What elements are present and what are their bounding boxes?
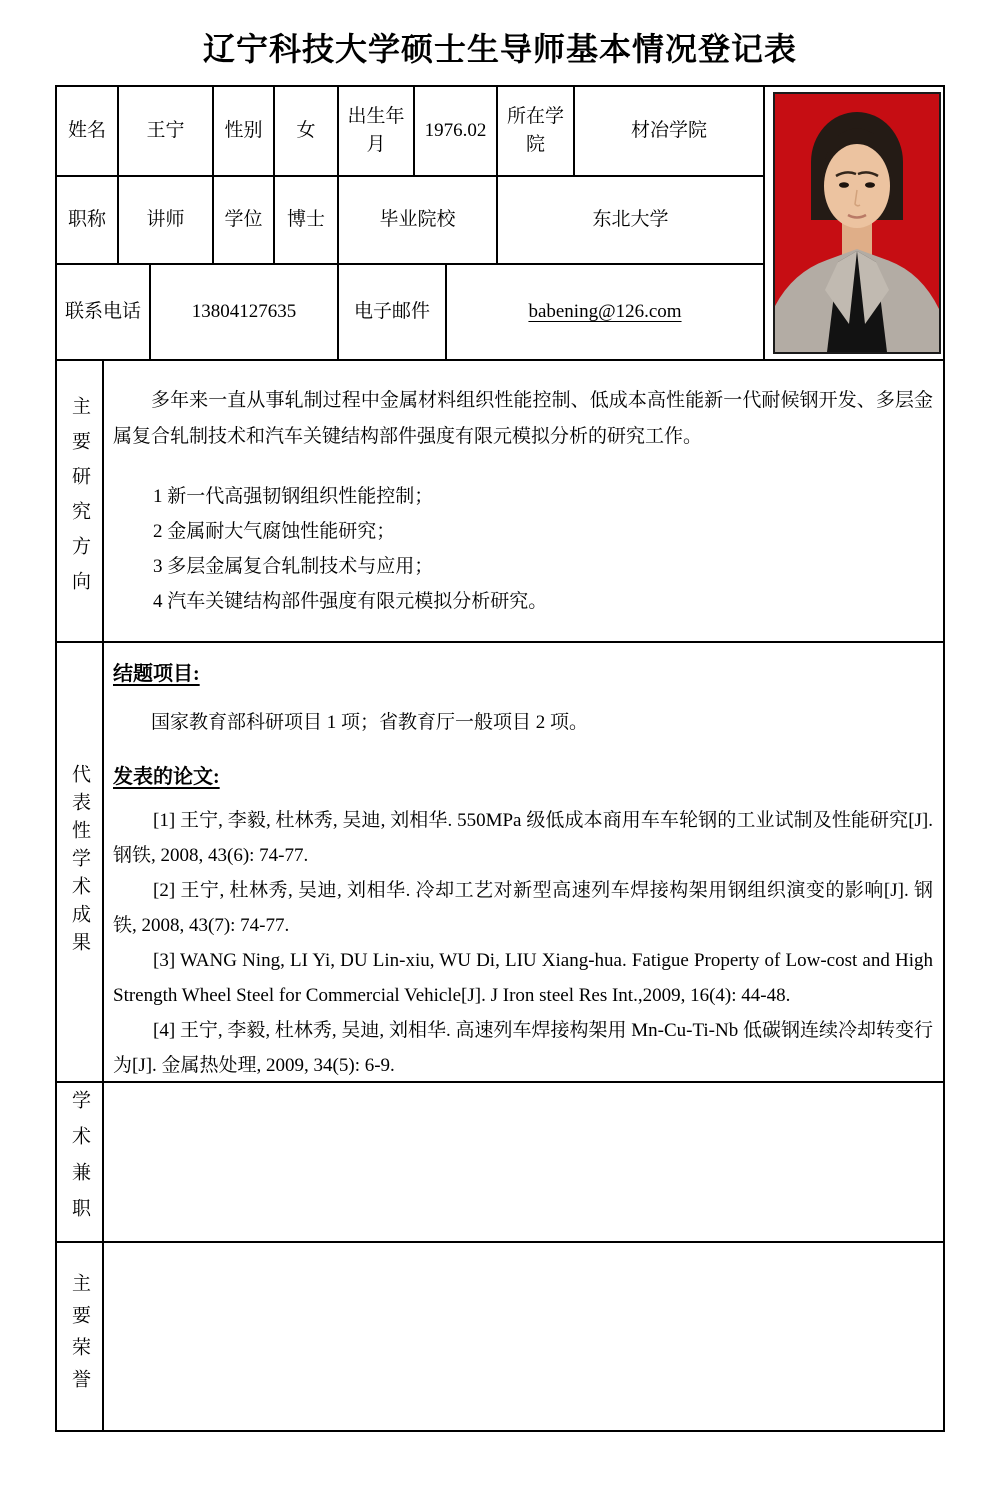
paper-entry: [3] WANG Ning, LI Yi, DU Lin-xiu, WU Di, LIU Xiang-hua. Fatigue Property of Low-cost and High Strength Wheel Steel for Commercial Vehicle[J]. J Iron steel Res Int.,2009, 16(4): 44-48.	[113, 950, 933, 1006]
name-label: 姓名	[57, 87, 119, 175]
paper-entry: [1] 王宁, 李毅, 杜林秀, 吴迪, 刘相华. 550MPa 级低成本商用车车轮钢的工业试制及性能研究[J]. 钢铁, 2008, 43(6): 74-77.	[113, 810, 933, 866]
research-intro: 多年来一直从事轧制过程中金属材料组织性能控制、低成本高性能新一代耐候钢开发、多层金属复合轧制技术和汽车关键结构部件强度有限元模拟分析的研究工作。	[113, 390, 933, 447]
photo-cell	[765, 87, 943, 359]
research-item: 4 汽车关键结构部件强度有限元模拟分析研究。	[153, 591, 548, 612]
degree-label: 学位	[214, 177, 275, 263]
rank-label: 职称	[57, 177, 119, 263]
id-photo	[773, 92, 941, 354]
college-value: 材冶学院	[630, 120, 707, 142]
research-item: 2 金属耐大气腐蚀性能研究；	[153, 521, 396, 542]
positions-section-label: 学术兼职	[57, 1083, 104, 1241]
research-item-list	[113, 479, 933, 619]
research-section-label: 主要研究方向	[57, 361, 104, 641]
section-main-honors	[57, 1243, 943, 1430]
projects-text: 国家教育部科研项目 1 项；省教育厅一般项目 2 项。	[151, 712, 589, 733]
phone-label: 联系电话	[57, 265, 151, 359]
section-academic-achievements	[57, 643, 943, 1083]
section-academic-positions	[57, 1083, 943, 1243]
basic-info-grid	[57, 87, 765, 359]
alma-mater-value: 东北大学	[592, 209, 669, 231]
rank-value: 讲师	[119, 177, 214, 263]
achievements-section-label: 代表性学术成果	[57, 643, 104, 1081]
research-content	[104, 361, 943, 641]
honors-section-label: 主要荣誉	[57, 1243, 104, 1430]
gender-label: 性别	[214, 87, 275, 175]
paper-entry: [2] 王宁, 杜林秀, 吴迪, 刘相华. 冷却工艺对新型高速列车焊接构架用钢组织演变的影响[J]. 钢铁, 2008, 43(7): 74-77.	[113, 880, 933, 936]
papers-list	[113, 803, 933, 1083]
id-photo-illustration	[775, 94, 939, 352]
email-text: babening@126.com	[528, 301, 682, 323]
college-label: 所在学院	[498, 87, 575, 175]
positions-content	[104, 1083, 943, 1241]
phone-value: 13804127635	[151, 265, 339, 359]
email-label: 电子邮件	[339, 265, 447, 359]
paper-entry: [4] 王宁, 李毅, 杜林秀, 吴迪, 刘相华. 高速列车焊接构架用 Mn-Cu-Ti-Nb 低碳钢连续冷却转变行为[J]. 金属热处理, 2009, 34(5): 6-9.	[113, 1020, 933, 1076]
degree-value: 博士	[275, 177, 339, 263]
papers-heading: 发表的论文:	[113, 766, 220, 788]
alma-mater-label: 毕业院校	[339, 177, 498, 263]
birth-value: 1976.02	[415, 87, 498, 175]
basic-info-header	[57, 87, 943, 361]
row-contact	[57, 265, 763, 359]
research-item: 1 新一代高强韧钢组织性能控制；	[153, 486, 434, 507]
honors-content	[104, 1243, 943, 1430]
row-rank	[57, 177, 763, 265]
form-table	[55, 85, 945, 1432]
research-item: 3 多层金属复合轧制技术与应用；	[153, 556, 434, 577]
row-identity	[57, 87, 763, 177]
name-value: 王宁	[119, 87, 214, 175]
email-value	[447, 265, 763, 359]
section-research-directions	[57, 361, 943, 643]
page-title: 辽宁科技大学硕士生导师基本情况登记表	[202, 31, 797, 67]
achievements-content	[104, 643, 943, 1081]
projects-heading: 结题项目:	[113, 663, 200, 685]
birth-label: 出生年月	[339, 87, 415, 175]
gender-value: 女	[275, 87, 339, 175]
